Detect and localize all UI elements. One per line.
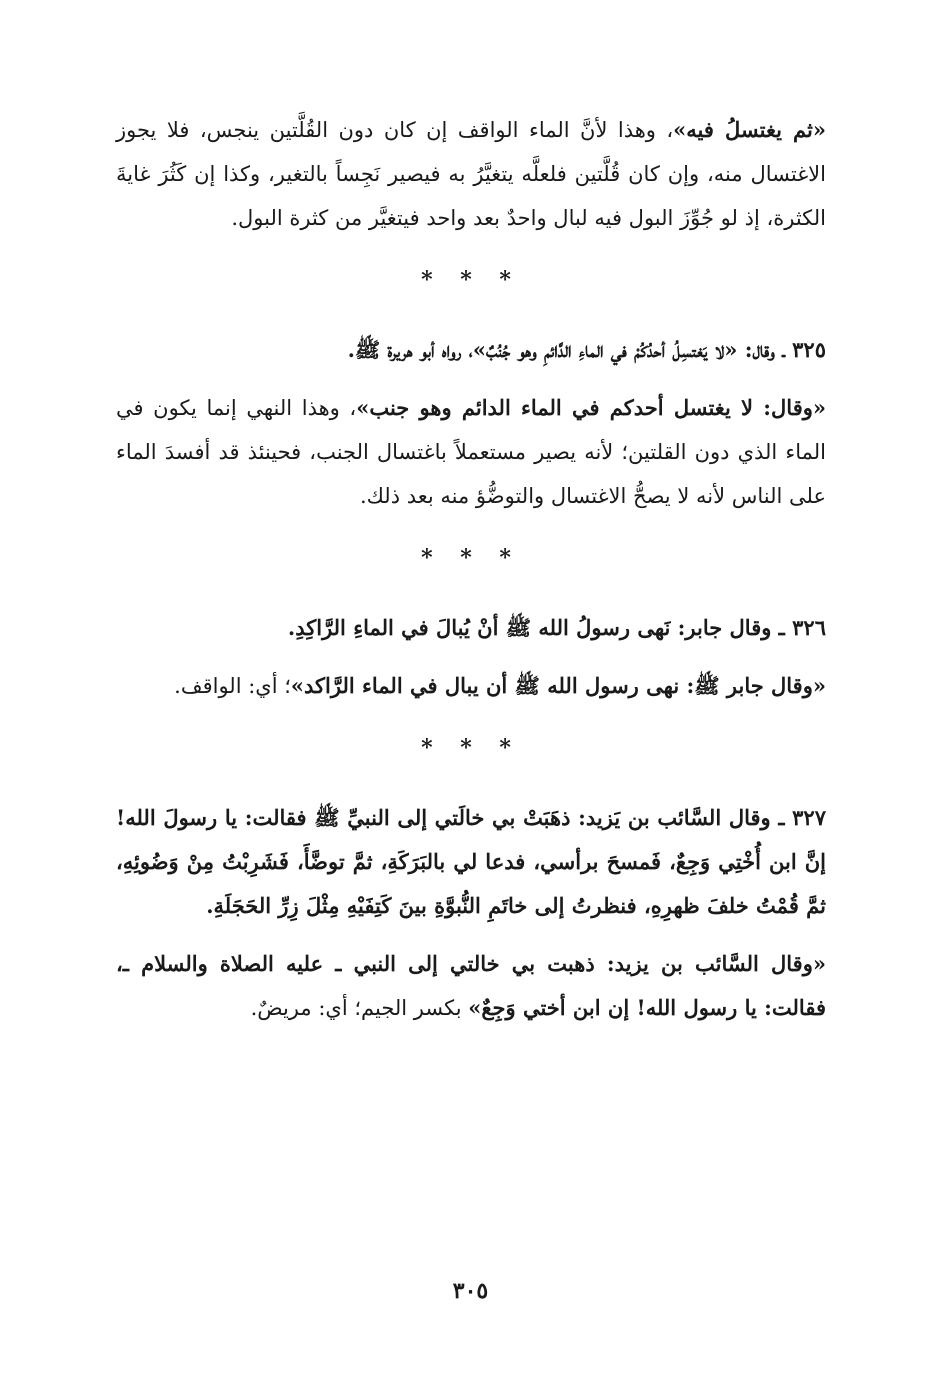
commentary-text: ، وهذا النهي إنما يكون في الماء الذي دون القلتين؛ لأنه يصير مستعملاً باغتسال الجنب، فحينئذ قد أفسدَ الماء على الناس لأنه لا يصحُّ الاغتسال والتوضُّؤ منه بعد ذلك. <box>116 396 826 508</box>
hadith-327: ٣٢٧ ـ وقال السَّائب بن يَزيد: ذهَبَتْ بي خالَتي إلى النبيِّ ﷺ فقالت: يا رسولَ الله! إنَّ ابن أُخْتِي وَجِعٌ، فَمسحَ برأسي، فدعا لي بالبَرَكَةِ، ثمَّ توضَّأَ، فَشَرِبْتُ مِنْ وَضُوئِهِ، ثمَّ قُمْتُ خلفَ ظهرِهِ، فنظرتُ إلى خاتَمِ النُّبوَّةِ بينَ كَتِفَيْهِ مِثْلَ زِرِّ الحَجَلَةِ. <box>116 805 826 918</box>
hadith-326: ٣٢٦ ـ وقال جابر: نَهى رسولُ الله ﷺ أنْ يُبالَ في الماءِ الرَّاكِدِ. <box>287 615 826 640</box>
quoted-phrase: «ثم يغتسلُ فيه» <box>673 117 826 142</box>
quoted-phrase: «وقال جابر ﷺ: نهى رسول الله ﷺ أن يبال في الماء الرَّاكد» <box>290 673 826 698</box>
commentary-text: ، وهذا لأنَّ الماء الواقف إن كان دون القُلَّتين ينجس، فلا يجوز الاغتسال منه، وإن كان قُلَّتين فلعلَّه يتغيَّرُ به فيصير نَجِساً بالتغير، وكذا إن كَثُرَ غايةَ الكثرة، إذ لو جُوِّزَ البول فيه لبال واحدٌ بعد واحد فيتغيَّر من كثرة البول. <box>116 118 826 230</box>
quoted-phrase: «وقال السَّائب بن يزيد: ذهبت بي خالتي إلى النبي ـ عليه الصلاة والسلام ـ، فقالت: يا رسول الله! إن ابن أختي وَجِعٌ» <box>116 951 826 1020</box>
page-number: ٣٠٥ <box>452 1278 489 1304</box>
commentary-paragraph-327 <box>116 942 826 1030</box>
commentary-text: بكسر الجيم؛ أي: مريضٌ. <box>250 996 469 1020</box>
section-separator: * * * <box>421 545 521 571</box>
commentary-paragraph-325 <box>116 386 826 518</box>
section-separator: * * * <box>421 735 521 761</box>
commentary-paragraph-1 <box>116 108 826 240</box>
quoted-phrase: «وقال: لا يغتسل أحدكم في الماء الدائم وهو جنب» <box>356 395 827 420</box>
section-separator: * * * <box>421 267 521 293</box>
page-body <box>116 108 826 1030</box>
hadith-325: ٣٢٥ ـ وقال: «لا يَغتسِلُ أحدُكُمْ في الماءِ الدَّائمِ وهو جُنُبٌ»، رواه أبو هريرة ﷺ. <box>347 337 826 362</box>
commentary-paragraph-326 <box>116 664 826 708</box>
commentary-text: ؛ أي: الواقف. <box>174 674 291 698</box>
